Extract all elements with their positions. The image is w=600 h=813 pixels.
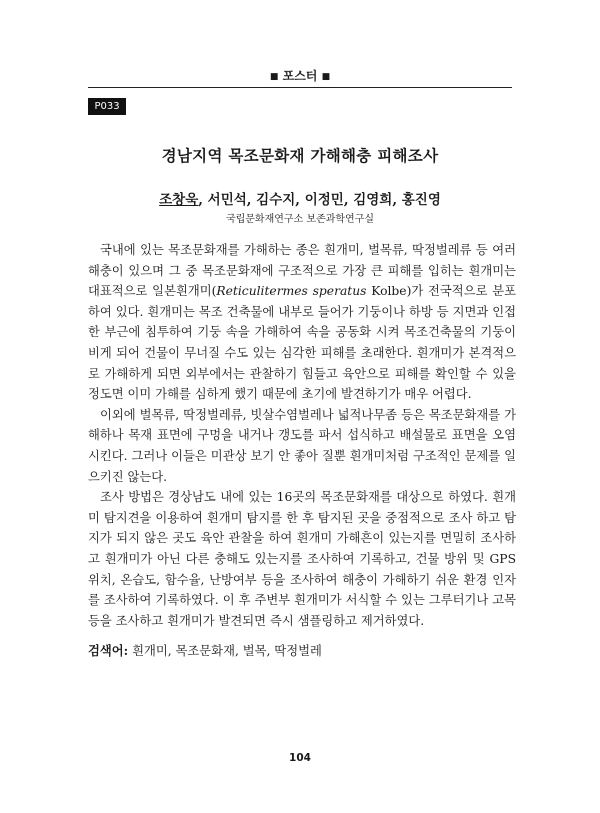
square-marker-left: ■ [269, 72, 279, 82]
section-header-label: 포스터 [282, 69, 318, 83]
co-authors: , 서민석, 김수지, 이정민, 김영희, 홍진영 [198, 192, 441, 208]
species-name: Reticulitermes speratus [216, 284, 367, 299]
abstract-paragraph: 국내에 있는 목조문화재를 가해하는 종은 흰개미, 벌목류, 딱정벌레류 등 여러 해충이 있으며 그 중 목조문화재에 구조적으로 가장 큰 피해를 입히는 흰개미는 대표적으로 일본흰개미(Reticulitermes speratus Kolbe)가 전국적으로 분포하여 있다. 흰개미는 목조 건축물에 내부로 들어가 기둥이나 하방 등 지면과 인접한 부근에 침투하여 기둥 속을 가해하여 속을 공동화 시켜 목조건축물의 기둥이 비게 되어 건물이 무너질 수도 있는 심각한 피해를 초래한다. 흰개미가 본격적으로 가해하게 되면 외부에서는 관찰하기 힘들고 육안으로 피해를 확인할 수 있을 정도면 이미 가해를 심하게 했기 때문에 초기에 발견하기가 매우 어렵다. [88, 243, 516, 402]
header-divider [88, 87, 512, 88]
keywords [88, 641, 516, 659]
paper-title: 경남지역 목조문화재 가해해충 피해조사 [161, 147, 439, 165]
abstract-body [88, 240, 516, 631]
page-number: 104 [289, 752, 311, 764]
section-header [0, 67, 600, 84]
abstract-paragraph: 이외에 벌목류, 딱정벌레류, 빗살수염벌레나 넓적나무좀 등은 목조문화재를 가해하나 목재 표면에 구멍을 내거나 갱도를 파서 섭식하고 배설물로 표면을 오염시킨다. 그러나 이들은 미관상 보기 안 좋아 질뿐 흰개미처럼 구조적인 문제를 일으키진 않는다. [88, 407, 516, 484]
affiliation: 국립문화재연구소 보존과학연구실 [225, 214, 375, 225]
author-list [0, 188, 600, 208]
keywords-terms: 흰개미, 목조문화재, 벌목, 딱정벌레 [128, 644, 322, 658]
first-author: 조창욱 [159, 192, 199, 208]
keywords-label: 검색어: [88, 643, 129, 658]
square-marker-right: ■ [321, 72, 331, 82]
poster-id-badge: P033 [88, 98, 126, 115]
abstract-paragraph: 조사 방법은 경상남도 내에 있는 16곳의 목조문화재를 대상으로 하였다. 흰개미 탐지견을 이용하여 흰개미 탐지를 한 후 탐지된 곳을 중점적으로 조사 하고 탐지가 되지 않은 곳도 육안 관찰을 하여 흰개미 가해흔이 있는지를 면밀히 조사하고 흰개미가 아닌 다른 충해도 있는지를 조사하여 기록하고, 건물 방위 및 GPS 위치, 온습도, 함수율, 난방여부 등을 조사하여 해충이 가해하기 쉬운 환경 인자를 조사하여 기록하였다. 이 후 주변부 흰개미가 서식할 수 있는 그루터기나 고목 등을 조사하고 흰개미가 발견되면 즉시 샘플링하고 제거하였다. [88, 490, 516, 628]
